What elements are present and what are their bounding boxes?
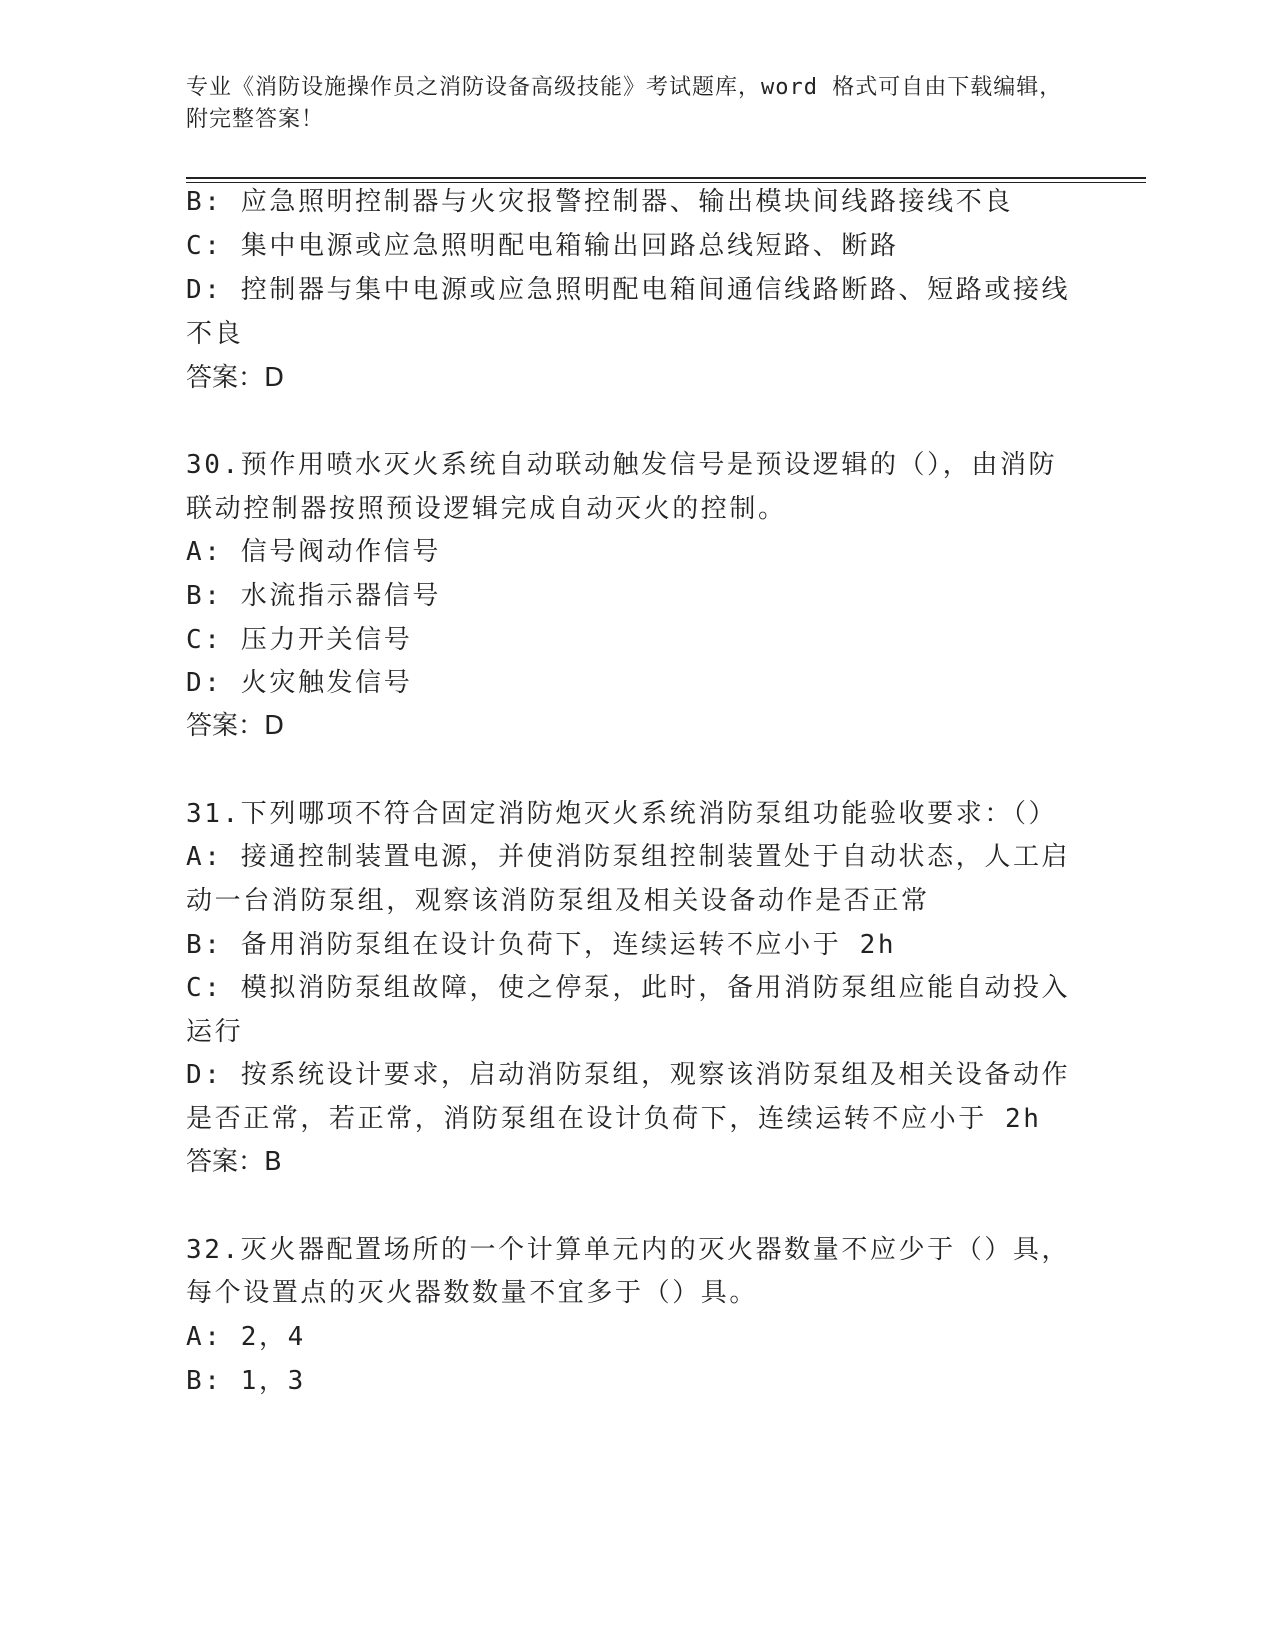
option-line: B: 1，3 <box>186 1366 306 1396</box>
answer-line: 答案：B <box>186 1147 282 1177</box>
answer-line: 答案：D <box>186 711 285 741</box>
question-line: 联动控制器按照预设逻辑完成自动灭火的控制。 <box>186 494 787 524</box>
option-line-continuation: 动一台消防泵组，观察该消防泵组及相关设备动作是否正常 <box>186 886 930 916</box>
option-line: B: 水流指示器信号 <box>186 581 441 611</box>
option-line: C: 压力开关信号 <box>186 625 413 655</box>
option-line: A: 信号阀动作信号 <box>186 537 441 567</box>
header-rule-thick <box>186 177 1146 179</box>
option-line: C: 集中电源或应急照明配电箱输出回路总线短路、断路 <box>186 231 899 261</box>
question-line: 32.灭火器配置场所的一个计算单元内的灭火器数量不应少于（）具， <box>186 1235 1071 1265</box>
option-line: D: 控制器与集中电源或应急照明配电箱间通信线路断路、短路或接线 <box>186 275 1071 305</box>
option-line-continuation: 不良 <box>186 319 244 349</box>
header-rule-thin <box>186 182 1146 183</box>
question-line: 30.预作用喷水灭火系统自动联动触发信号是预设逻辑的（），由消防 <box>186 450 1058 480</box>
option-line: B: 备用消防泵组在设计负荷下，连续运转不应小于 2h <box>186 930 897 960</box>
option-line: B: 应急照明控制器与火灾报警控制器、输出模块间线路接线不良 <box>186 187 1013 217</box>
option-line-continuation: 运行 <box>186 1017 244 1047</box>
option-line: A: 接通控制装置电源，并使消防泵组控制装置处于自动状态，人工启 <box>186 842 1071 872</box>
option-line: D: 按系统设计要求，启动消防泵组，观察该消防泵组及相关设备动作 <box>186 1060 1071 1090</box>
option-line: D: 火灾触发信号 <box>186 668 413 698</box>
answer-line: 答案：D <box>186 363 285 393</box>
option-line-continuation: 是否正常，若正常，消防泵组在设计负荷下，连续运转不应小于 2h <box>186 1104 1042 1134</box>
option-line: C: 模拟消防泵组故障，使之停泵，此时，备用消防泵组应能自动投入 <box>186 973 1071 1003</box>
option-line: A: 2，4 <box>186 1322 306 1352</box>
question-line: 31.下列哪项不符合固定消防炮灭火系统消防泵组功能验收要求：（） <box>186 799 1058 829</box>
question-line: 每个设置点的灭火器数数量不宜多于（）具。 <box>186 1278 759 1308</box>
page-header: 专业《消防设施操作员之消防设备高级技能》考试题库，word 格式可自由下载编辑，附完整答案！ <box>186 75 1063 132</box>
